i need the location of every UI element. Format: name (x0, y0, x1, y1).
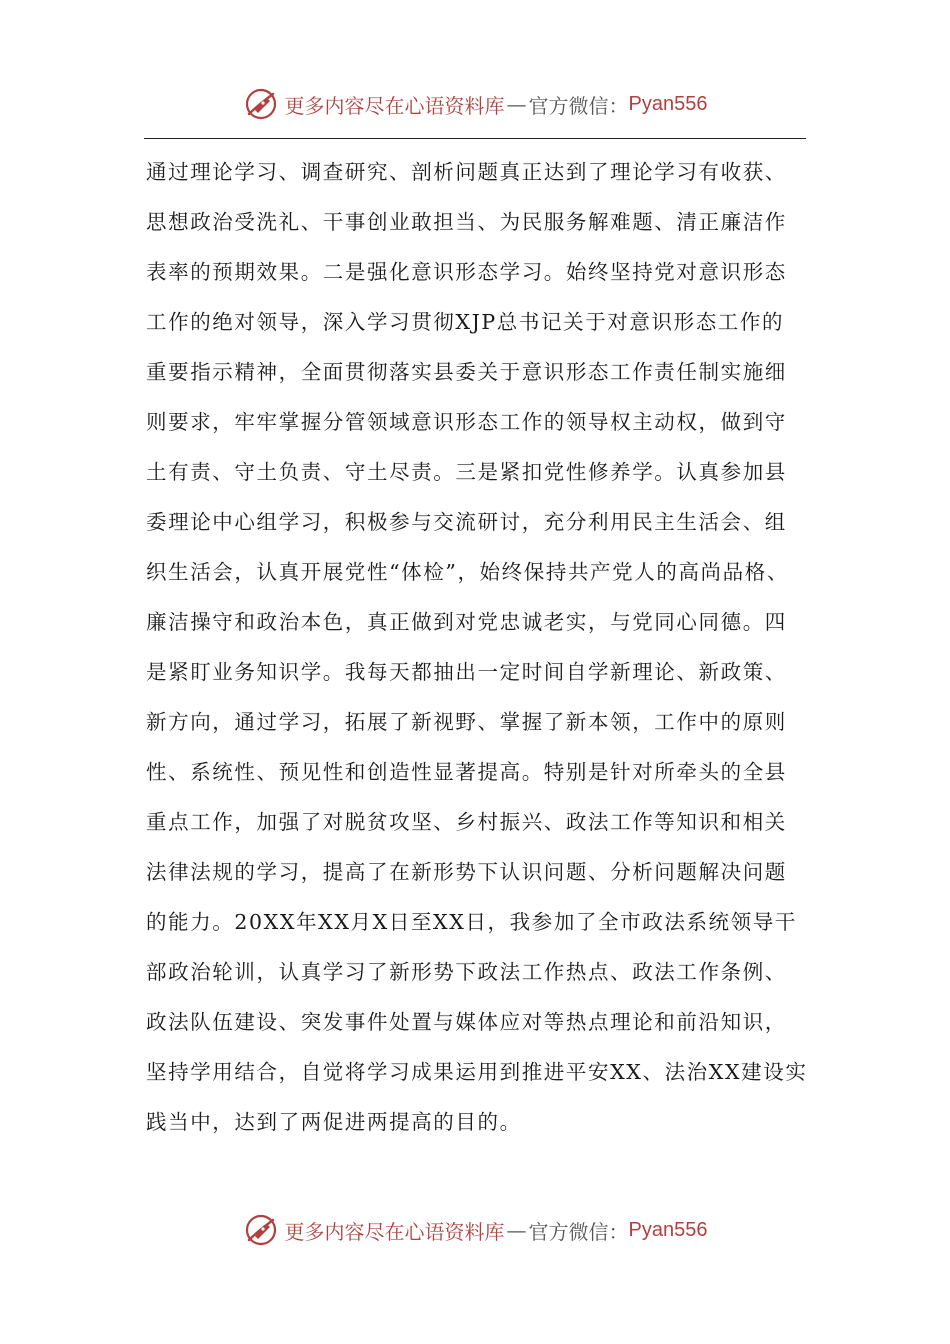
header-rule (144, 138, 806, 139)
document-body (146, 152, 810, 1152)
text-line: 是紧盯业务知识学。我每天都抽出一定时间自学新理论、新政策、 (146, 660, 787, 684)
text-line: 通过理论学习、调查研究、剖析问题真正达到了理论学习有收获、 (146, 160, 787, 184)
text-line: 土有责、守土负责、守土尽责。三是紧扣党性修养学。认真参加县 (146, 460, 787, 484)
text-line: 新方向，通过学习，拓展了新视野、掌握了新本领，工作中的原则 (146, 710, 787, 734)
text-line: 表率的预期效果。二是强化意识形态学习。始终坚持党对意识形态 (146, 260, 787, 284)
banner-wechat-label: 官方微信： (528, 93, 629, 118)
text-line: 廉洁操守和政治本色，真正做到对党忠诚老实，与党同心同德。四 (146, 610, 787, 634)
text-line: 思想政治受洗礼、干事创业敢担当、为民服务解难题、清正廉洁作 (146, 210, 787, 234)
text-line: 法律法规的学习，提高了在新形势下认识问题、分析问题解决问题 (146, 860, 787, 884)
text-line: 织生活会，认真开展党性“体检”，始终保持共产党人的高尚品格、 (146, 560, 789, 584)
banner-slogan: 更多内容尽在心语资料库 (284, 1219, 505, 1244)
text-line: 则要求，牢牢掌握分管领域意识形态工作的领导权主动权，做到守 (146, 410, 787, 434)
banner-wechat-id: Pyan556 (628, 1218, 708, 1241)
banner-wechat-label: 官方微信： (528, 1219, 629, 1244)
pen-nib-logo-icon (243, 86, 279, 122)
banner-dash: — (506, 1218, 527, 1242)
text-line: 重点工作，加强了对脱贫攻坚、乡村振兴、政法工作等知识和相关 (146, 810, 787, 834)
text-line: 部政治轮训，认真学习了新形势下政法工作热点、政法工作条例、 (146, 960, 787, 984)
banner-wechat-id: Pyan556 (628, 92, 708, 115)
text-line: 工作的绝对领导，深入学习贯彻XJP总书记关于对意识形态工作的 (146, 310, 785, 334)
pen-nib-logo-icon (243, 1212, 279, 1248)
header-banner (0, 82, 950, 126)
banner-slogan: 更多内容尽在心语资料库 (284, 93, 505, 118)
text-line: 的能力。20XX年XX月X日至XX日，我参加了全市政法系统领导干 (146, 910, 797, 934)
text-line: 坚持学用结合，自觉将学习成果运用到推进平安XX、法治XX建设实 (146, 1060, 808, 1084)
text-line: 委理论中心组学习，积极参与交流研讨，充分利用民主生活会、组 (146, 510, 787, 534)
text-line: 性、系统性、预见性和创造性显著提高。特别是针对所牵头的全县 (146, 760, 787, 784)
text-line: 政法队伍建设、突发事件处置与媒体应对等热点理论和前沿知识， (146, 1010, 787, 1034)
footer-banner (0, 1208, 950, 1252)
text-line: 践当中，达到了两促进两提高的目的。 (146, 1110, 522, 1134)
banner-dash: — (506, 92, 527, 116)
text-line: 重要指示精神，全面贯彻落实县委关于意识形态工作责任制实施细 (146, 360, 787, 384)
